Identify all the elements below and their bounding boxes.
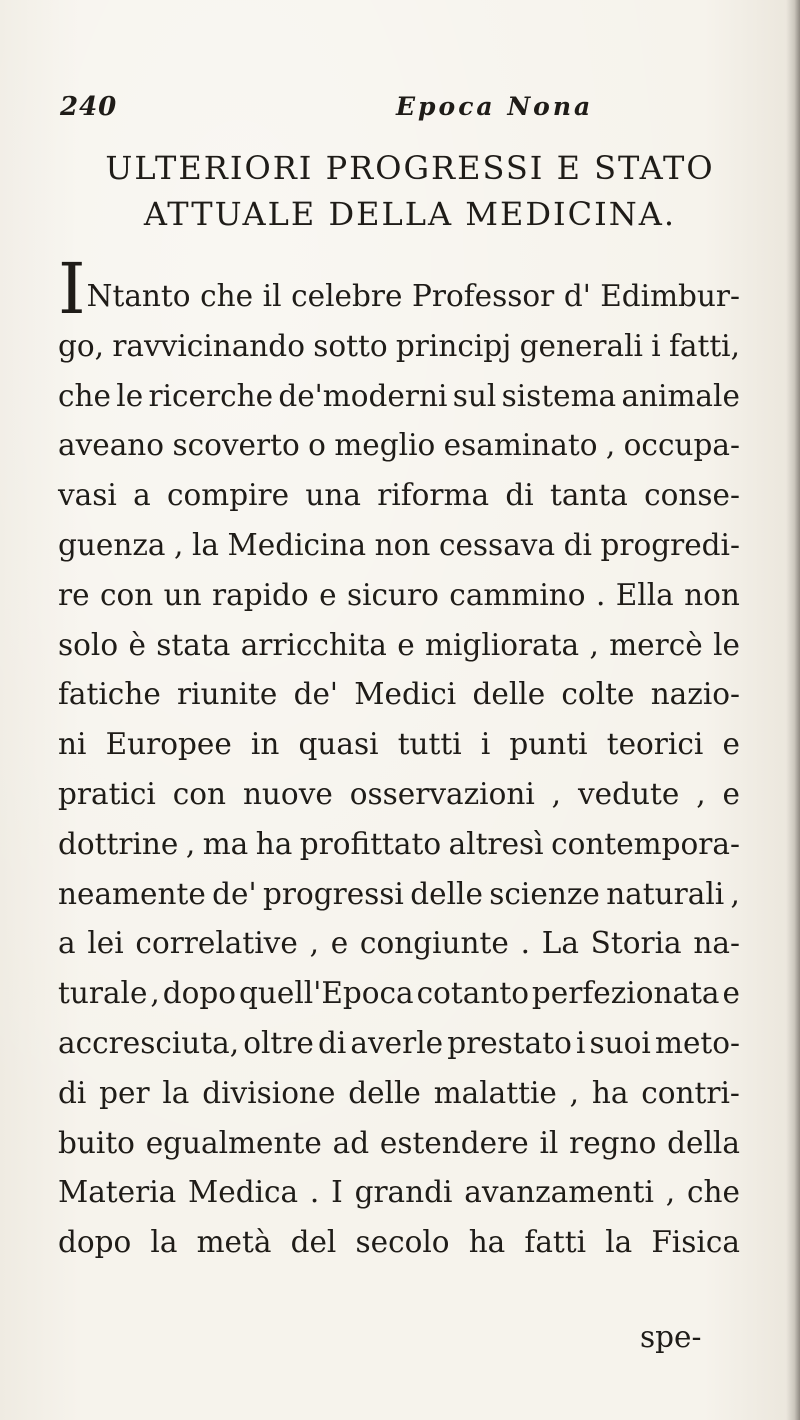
word: che <box>200 279 254 313</box>
word: Ntanto <box>86 279 191 313</box>
word: contri- <box>641 1075 740 1110</box>
text-line-20 <box>58 1218 740 1268</box>
word: cessava <box>438 527 556 562</box>
text-line-16 <box>58 1019 740 1069</box>
word: teorici <box>606 727 704 762</box>
word: osservazioni <box>349 776 535 811</box>
text-line-12 <box>58 820 740 870</box>
word: progressi <box>262 876 404 911</box>
word: punti <box>509 727 588 762</box>
word: ha <box>255 826 293 861</box>
word: i <box>480 727 491 762</box>
word: stata <box>156 627 231 662</box>
word: cotanto <box>416 976 529 1011</box>
word: sistema <box>501 378 617 413</box>
word: dottrine <box>58 826 179 861</box>
word: buito <box>58 1125 135 1160</box>
text-line-3 <box>58 372 740 422</box>
body-text <box>58 248 740 1268</box>
word: celebre <box>291 279 403 313</box>
word: re <box>58 577 90 612</box>
text-line-14 <box>58 919 740 969</box>
word: , <box>665 1175 676 1210</box>
word: dopo <box>162 976 237 1011</box>
word: che <box>686 1175 740 1210</box>
word: . <box>595 577 606 612</box>
chapter-heading <box>60 145 760 237</box>
word: cammino <box>449 577 586 612</box>
page-number: 240 <box>60 92 118 122</box>
word: migliorata <box>425 627 580 662</box>
word: Materia <box>58 1175 177 1210</box>
word: accresciuta, <box>58 1025 240 1060</box>
text-line-5 <box>58 471 740 521</box>
paragraph-lines <box>58 322 740 1268</box>
word: d' Edimbur- <box>563 279 740 313</box>
word: arricchita <box>240 627 387 662</box>
word: guenza <box>58 527 166 562</box>
word: scoverto <box>172 428 300 463</box>
word: di <box>317 1025 347 1060</box>
word: correlative <box>135 926 298 961</box>
word: in <box>250 727 280 762</box>
word: e <box>722 976 740 1011</box>
word: per <box>99 1075 150 1110</box>
word: averle <box>350 1025 444 1060</box>
word: e <box>330 926 349 961</box>
word: è <box>128 627 146 662</box>
word: , <box>174 527 184 562</box>
word: estendere <box>379 1125 529 1160</box>
text-line-17 <box>58 1069 740 1119</box>
word: de' <box>293 677 339 712</box>
word: quell'Epoca <box>239 976 414 1011</box>
word: fatti <box>524 1225 587 1260</box>
word: o <box>308 428 326 463</box>
word: grandi <box>354 1175 453 1210</box>
word: ni <box>58 727 87 762</box>
word: di <box>505 478 534 513</box>
word: tanta <box>549 478 628 513</box>
word: Storia <box>590 926 682 961</box>
word: occupa- <box>623 428 740 463</box>
word: ha <box>591 1075 629 1110</box>
text-line-4 <box>58 421 740 471</box>
word: una <box>305 478 361 513</box>
word: altresì <box>448 826 544 861</box>
word: profittato <box>299 826 442 861</box>
word: riforma <box>377 478 490 513</box>
word: meto- <box>654 1025 740 1060</box>
word: , <box>569 1075 580 1110</box>
word: Europee <box>105 727 232 762</box>
word: ravvicinando <box>112 328 305 363</box>
word: fatiche <box>58 677 161 712</box>
word: Professor <box>412 279 555 313</box>
word: . <box>520 926 530 961</box>
word: sul <box>452 378 497 413</box>
text-line-8 <box>58 621 740 671</box>
word: neamente <box>58 876 206 911</box>
word: sotto <box>313 328 388 363</box>
word: , <box>309 926 319 961</box>
word: de' <box>212 876 257 911</box>
first-line-words <box>87 272 740 322</box>
word: il <box>262 279 282 313</box>
word: Medica <box>188 1175 299 1210</box>
word: compire <box>166 478 290 513</box>
word: nuove <box>242 776 333 811</box>
word: , <box>589 627 599 662</box>
text-line-1 <box>58 248 740 330</box>
text-line-2 <box>58 322 740 372</box>
word: e <box>319 577 337 612</box>
chapter-heading-line-2: ATTUALE DELLA MEDICINA. <box>143 195 677 233</box>
word: la <box>605 1225 633 1260</box>
word: , <box>696 776 706 811</box>
word: fatti, <box>668 328 740 363</box>
word: regno <box>569 1125 657 1160</box>
word: con <box>172 776 227 811</box>
text-line-7 <box>58 571 740 621</box>
word: prestato <box>447 1025 572 1060</box>
word: a <box>133 478 151 513</box>
word: esaminato <box>443 428 598 463</box>
word: oltre <box>243 1025 314 1060</box>
word: tutti <box>397 727 462 762</box>
word: i <box>575 1025 586 1060</box>
word: e <box>722 776 740 811</box>
word: sicuro <box>346 577 439 612</box>
word: ricerche <box>148 378 274 413</box>
running-head <box>60 92 760 132</box>
text-line-13 <box>58 870 740 920</box>
word: Medici <box>354 677 457 712</box>
word: delle <box>472 677 546 712</box>
word: scienze <box>489 876 600 911</box>
word: le <box>713 627 740 662</box>
word: quasi <box>298 727 379 762</box>
word: na- <box>693 926 740 961</box>
word: naturali <box>606 876 725 911</box>
word: della <box>667 1125 740 1160</box>
word: il <box>539 1125 559 1160</box>
word: , <box>150 976 160 1011</box>
word: vasi <box>58 478 117 513</box>
word: le <box>116 378 144 413</box>
word: . <box>309 1175 320 1210</box>
word: avanzamenti <box>464 1175 654 1210</box>
word: metà <box>196 1225 272 1260</box>
word: turale <box>58 976 148 1011</box>
word: un <box>163 577 202 612</box>
word: di <box>58 1075 87 1110</box>
word: contempora- <box>551 826 740 861</box>
word: congiunte <box>359 926 509 961</box>
word: perfezionata <box>531 976 720 1011</box>
text-line-18 <box>58 1119 740 1169</box>
word: I <box>331 1175 343 1210</box>
word: mercè <box>609 627 703 662</box>
word: secolo <box>355 1225 450 1260</box>
word: pratici <box>58 776 156 811</box>
word: che <box>58 378 111 413</box>
word: ad <box>332 1125 370 1160</box>
word: egualmente <box>145 1125 322 1160</box>
word: divisione <box>202 1075 336 1110</box>
word: malattie <box>433 1075 557 1110</box>
word: aveano <box>58 428 165 463</box>
word: la <box>162 1075 190 1110</box>
word: delle <box>348 1075 421 1110</box>
catchword: spe- <box>640 1320 702 1354</box>
word: vedute <box>577 776 680 811</box>
word: colte <box>561 677 635 712</box>
word: la <box>150 1225 178 1260</box>
text-line-10 <box>58 720 740 770</box>
word: solo <box>58 627 119 662</box>
word: , <box>605 428 616 463</box>
word: dopo <box>58 1225 132 1260</box>
word: e <box>397 627 415 662</box>
word: del <box>290 1225 337 1260</box>
running-section-title: Epoca Nona <box>396 92 594 121</box>
drop-cap: I <box>58 248 86 330</box>
text-line-19 <box>58 1168 740 1218</box>
word: de'moderni <box>278 378 448 413</box>
text-line-9 <box>58 670 740 720</box>
word: i <box>651 328 661 363</box>
word: con <box>99 577 154 612</box>
word: di <box>563 527 592 562</box>
word: ma <box>202 826 249 861</box>
word: Fisica <box>651 1225 740 1260</box>
chapter-heading-line-1: ULTERIORI PROGRESSI E STATO <box>105 149 715 187</box>
word: lei <box>87 926 124 961</box>
word: La <box>541 926 579 961</box>
text-line-6 <box>58 521 740 571</box>
page-edge-shadow <box>786 0 800 1420</box>
word: ha <box>468 1225 506 1260</box>
word: conse- <box>644 478 740 513</box>
word: progredi- <box>600 527 740 562</box>
word: principj <box>395 328 512 363</box>
word: rapido <box>212 577 309 612</box>
word: go, <box>58 328 105 363</box>
word: , <box>551 776 562 811</box>
word: , <box>185 826 196 861</box>
word: delle <box>410 876 483 911</box>
text-line-11 <box>58 770 740 820</box>
word: la <box>191 527 219 562</box>
word: Ella <box>615 577 674 612</box>
word: nazio- <box>650 677 740 712</box>
word: e <box>722 727 740 762</box>
word: non <box>684 577 740 612</box>
word: riunite <box>177 677 278 712</box>
word: a <box>58 926 76 961</box>
word: meglio <box>334 428 436 463</box>
word: animale <box>621 378 740 413</box>
word: suoi <box>589 1025 651 1060</box>
text-line-15 <box>58 969 740 1019</box>
word: Medicina <box>227 527 367 562</box>
word: non <box>374 527 431 562</box>
word: , <box>730 876 740 911</box>
word: generali <box>519 328 643 363</box>
